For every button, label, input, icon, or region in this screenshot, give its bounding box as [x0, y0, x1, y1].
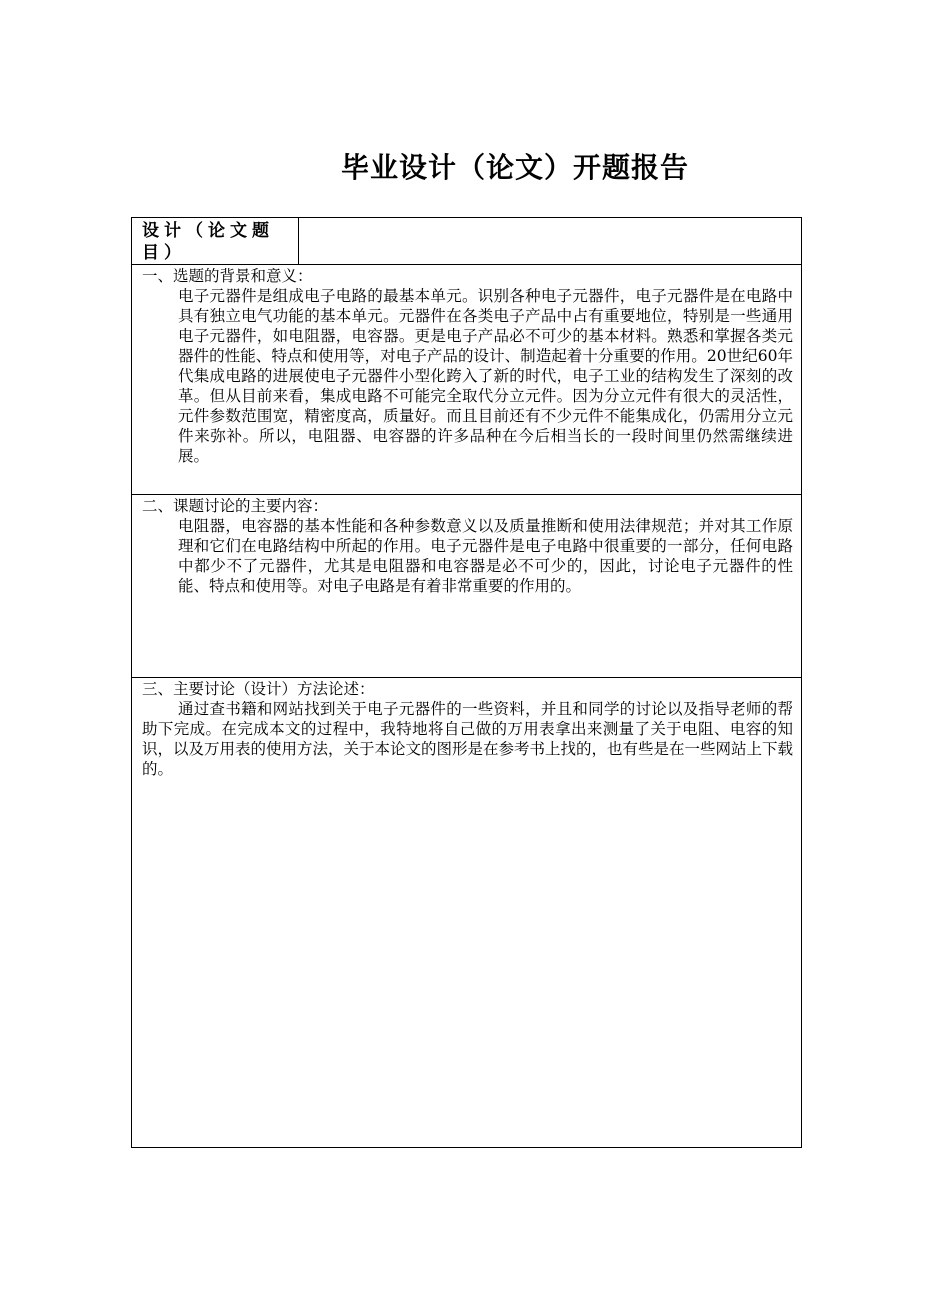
- section-method-body: 通过查书籍和网站找到关于电子元器件的一些资料，并且和同学的讨论以及指导老师的帮助下完成。在完成本文的过程中，我特地将自己做的万用表拿出来测量了关于电阻、电容的知识，以及万用表的使用方法，关于本论文的图形是在参考书上找的，也有些是在一些网站上下载的。: [142, 700, 794, 778]
- section-background-body: 电子元器件是组成电子电路的最基本单元。识别各种电子元器件，电子元器件是在电路中具有独立电气功能的基本单元。元器件在各类电子产品中占有重要地位，特别是一些通用电子元器件，如电阻器，电容器。更是电子产品必不可少的基本材料。熟悉和掌握各类元器件的性能、特点和使用等，对电子产品的设计、制造起着十分重要的作用。20世纪60年代集成电路的进展使电子元器件小型化跨入了新的时代，电子工业的结构发生了深刻的改革。但从目前来看，集成电路不可能完全取代分立元件。因为分立元件有很大的灵活性，元件参数范围宽，精密度高，质量好。而且目前还有不少元件不能集成化，仍需用分立元件来弥补。所以，电阻器、电容器的许多品种在今后相当长的一段时间里仍然需继续进展。: [178, 287, 793, 465]
- section-content-heading: 二、课题讨论的主要内容：: [142, 497, 329, 515]
- topic-row: [132, 218, 802, 265]
- proposal-table: [131, 217, 802, 1148]
- section-method-heading: 三、主要讨论（设计）方法论述：: [142, 680, 375, 698]
- section-content: [132, 495, 802, 678]
- page-title: 毕业设计（论文）开题报告: [340, 151, 689, 184]
- section-content-body: 电阻器，电容器的基本性能和各种参数意义以及质量推断和使用法律规范；并对其工作原理和它们在电路结构中所起的作用。电子元器件是电子电路中很重要的一部分，任何电路中都少不了元器件，尤其是电阻器和电容器是必不可少的，因此，讨论电子元器件的性能、特点和使用等。对电子电路是有着非常重要的作用的。: [178, 517, 793, 595]
- topic-label: 设计（论文题目）: [132, 218, 299, 265]
- section-background-row: [132, 265, 802, 495]
- section-method-row: [132, 678, 802, 1148]
- section-background-heading: 一、选题的背景和意义：: [142, 267, 313, 285]
- topic-value: [299, 218, 802, 265]
- section-content-row: [132, 495, 802, 678]
- section-background: [132, 265, 802, 495]
- section-method: [132, 678, 802, 1148]
